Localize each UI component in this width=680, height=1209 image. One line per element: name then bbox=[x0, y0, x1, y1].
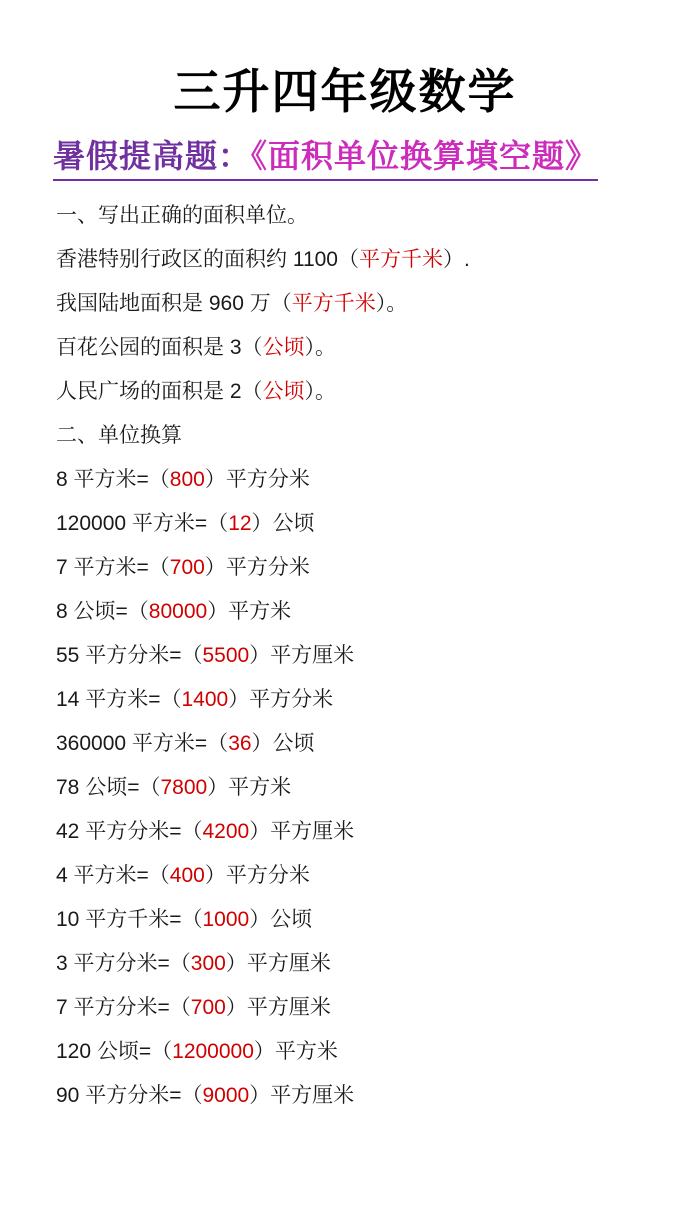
line-text-before: 我国陆地面积是 960 万（ bbox=[56, 292, 292, 315]
worksheet-line bbox=[56, 986, 634, 1030]
line-text-before: 55 平方分米=（ bbox=[56, 644, 203, 667]
subtitle-prefix: 暑假提高题： bbox=[53, 138, 252, 174]
line-text-before: 120 公顷=（ bbox=[56, 1040, 173, 1063]
worksheet-line bbox=[56, 854, 634, 898]
worksheet-line bbox=[56, 590, 634, 634]
line-text-after: ）平方分米 bbox=[228, 688, 334, 711]
worksheet-line bbox=[56, 634, 634, 678]
line-text-before: 8 平方米=（ bbox=[56, 468, 170, 491]
line-text-before: 4 平方米=（ bbox=[56, 864, 170, 887]
line-answer: 平方千米 bbox=[291, 292, 376, 315]
line-text-after: ）公顷 bbox=[251, 732, 315, 755]
worksheet-line bbox=[56, 810, 634, 854]
line-text-before: 360000 平方米=（ bbox=[56, 732, 229, 755]
line-text-before: 7 平方米=（ bbox=[56, 556, 170, 579]
line-text-after: ）. bbox=[443, 248, 470, 271]
line-answer: 700 bbox=[190, 996, 226, 1019]
worksheet-line bbox=[56, 370, 634, 414]
section-1-items bbox=[56, 238, 634, 414]
subtitle-underline bbox=[53, 136, 598, 181]
subtitle-book-title: 《面积单位换算填空题》 bbox=[251, 138, 599, 174]
line-answer: 9000 bbox=[202, 1084, 250, 1107]
section-2-items bbox=[56, 458, 634, 1118]
worksheet-line bbox=[56, 238, 634, 282]
line-text-before: 3 平方分米=（ bbox=[56, 952, 191, 975]
line-answer: 公顷 bbox=[262, 380, 305, 403]
line-answer: 1400 bbox=[181, 688, 229, 711]
line-text-after: ）平方米 bbox=[253, 1040, 338, 1063]
worksheet-line bbox=[56, 678, 634, 722]
line-text-after: ）平方分米 bbox=[204, 468, 310, 491]
line-text-before: 42 平方分米=（ bbox=[56, 820, 203, 843]
line-answer: 4200 bbox=[202, 820, 250, 843]
line-text-after: ）。 bbox=[375, 292, 408, 315]
page-title: 三升四年级数学 bbox=[173, 67, 517, 119]
line-text-after: ）公顷 bbox=[251, 512, 315, 535]
worksheet-line bbox=[56, 458, 634, 502]
line-answer: 公顷 bbox=[262, 336, 305, 359]
line-text-after: ）。 bbox=[304, 380, 337, 403]
line-text-before: 百花公园的面积是 3（ bbox=[56, 336, 263, 359]
line-answer: 7800 bbox=[160, 776, 208, 799]
line-answer: 800 bbox=[169, 468, 205, 491]
line-text-after: ）。 bbox=[304, 336, 337, 359]
line-text-before: 8 公顷=（ bbox=[56, 600, 149, 623]
line-text-before: 香港特别行政区的面积约 1100（ bbox=[56, 248, 359, 271]
worksheet-line bbox=[56, 942, 634, 986]
section-unit-conversion bbox=[56, 414, 634, 1118]
worksheet-line bbox=[56, 1074, 634, 1118]
line-text-before: 人民广场的面积是 2（ bbox=[56, 380, 263, 403]
line-answer: 平方千米 bbox=[359, 248, 443, 271]
worksheet-line bbox=[56, 722, 634, 766]
page-subtitle bbox=[53, 136, 634, 181]
line-answer: 36 bbox=[228, 732, 252, 755]
worksheet-line bbox=[56, 326, 634, 370]
line-answer: 1000 bbox=[202, 908, 250, 931]
line-text-after: ）平方厘米 bbox=[249, 1084, 355, 1107]
line-answer: 80000 bbox=[148, 600, 208, 623]
line-answer: 5500 bbox=[202, 644, 250, 667]
line-text-before: 120000 平方米=（ bbox=[56, 512, 229, 535]
worksheet-line bbox=[56, 1030, 634, 1074]
line-text-before: 90 平方分米=（ bbox=[56, 1084, 203, 1107]
line-text-after: ）平方米 bbox=[207, 600, 292, 623]
line-text-before: 78 公顷=（ bbox=[56, 776, 161, 799]
line-text-after: ）平方厘米 bbox=[249, 644, 355, 667]
worksheet-line bbox=[56, 898, 634, 942]
section-write-units bbox=[56, 194, 634, 414]
line-answer: 12 bbox=[228, 512, 252, 535]
line-text-after: ）平方分米 bbox=[204, 556, 310, 579]
worksheet-line bbox=[56, 282, 634, 326]
line-text-after: ）平方分米 bbox=[204, 864, 310, 887]
worksheet-body bbox=[56, 194, 634, 1118]
line-answer: 700 bbox=[169, 556, 205, 579]
line-text-after: ）平方米 bbox=[207, 776, 292, 799]
line-text-after: ）平方厘米 bbox=[249, 820, 355, 843]
worksheet-line bbox=[56, 766, 634, 810]
line-text-after: ）平方厘米 bbox=[225, 952, 331, 975]
line-answer: 300 bbox=[190, 952, 226, 975]
line-text-before: 14 平方米=（ bbox=[56, 688, 182, 711]
worksheet-line bbox=[56, 546, 634, 590]
line-text-before: 10 平方千米=（ bbox=[56, 908, 203, 931]
line-answer: 1200000 bbox=[172, 1040, 254, 1063]
line-text-after: ）平方厘米 bbox=[225, 996, 331, 1019]
section-2-heading: 二、单位换算 bbox=[56, 424, 182, 447]
section-1-heading: 一、写出正确的面积单位。 bbox=[56, 204, 308, 227]
line-text-before: 7 平方分米=（ bbox=[56, 996, 191, 1019]
line-text-after: ）公顷 bbox=[249, 908, 313, 931]
worksheet-line bbox=[56, 502, 634, 546]
line-answer: 400 bbox=[169, 864, 205, 887]
